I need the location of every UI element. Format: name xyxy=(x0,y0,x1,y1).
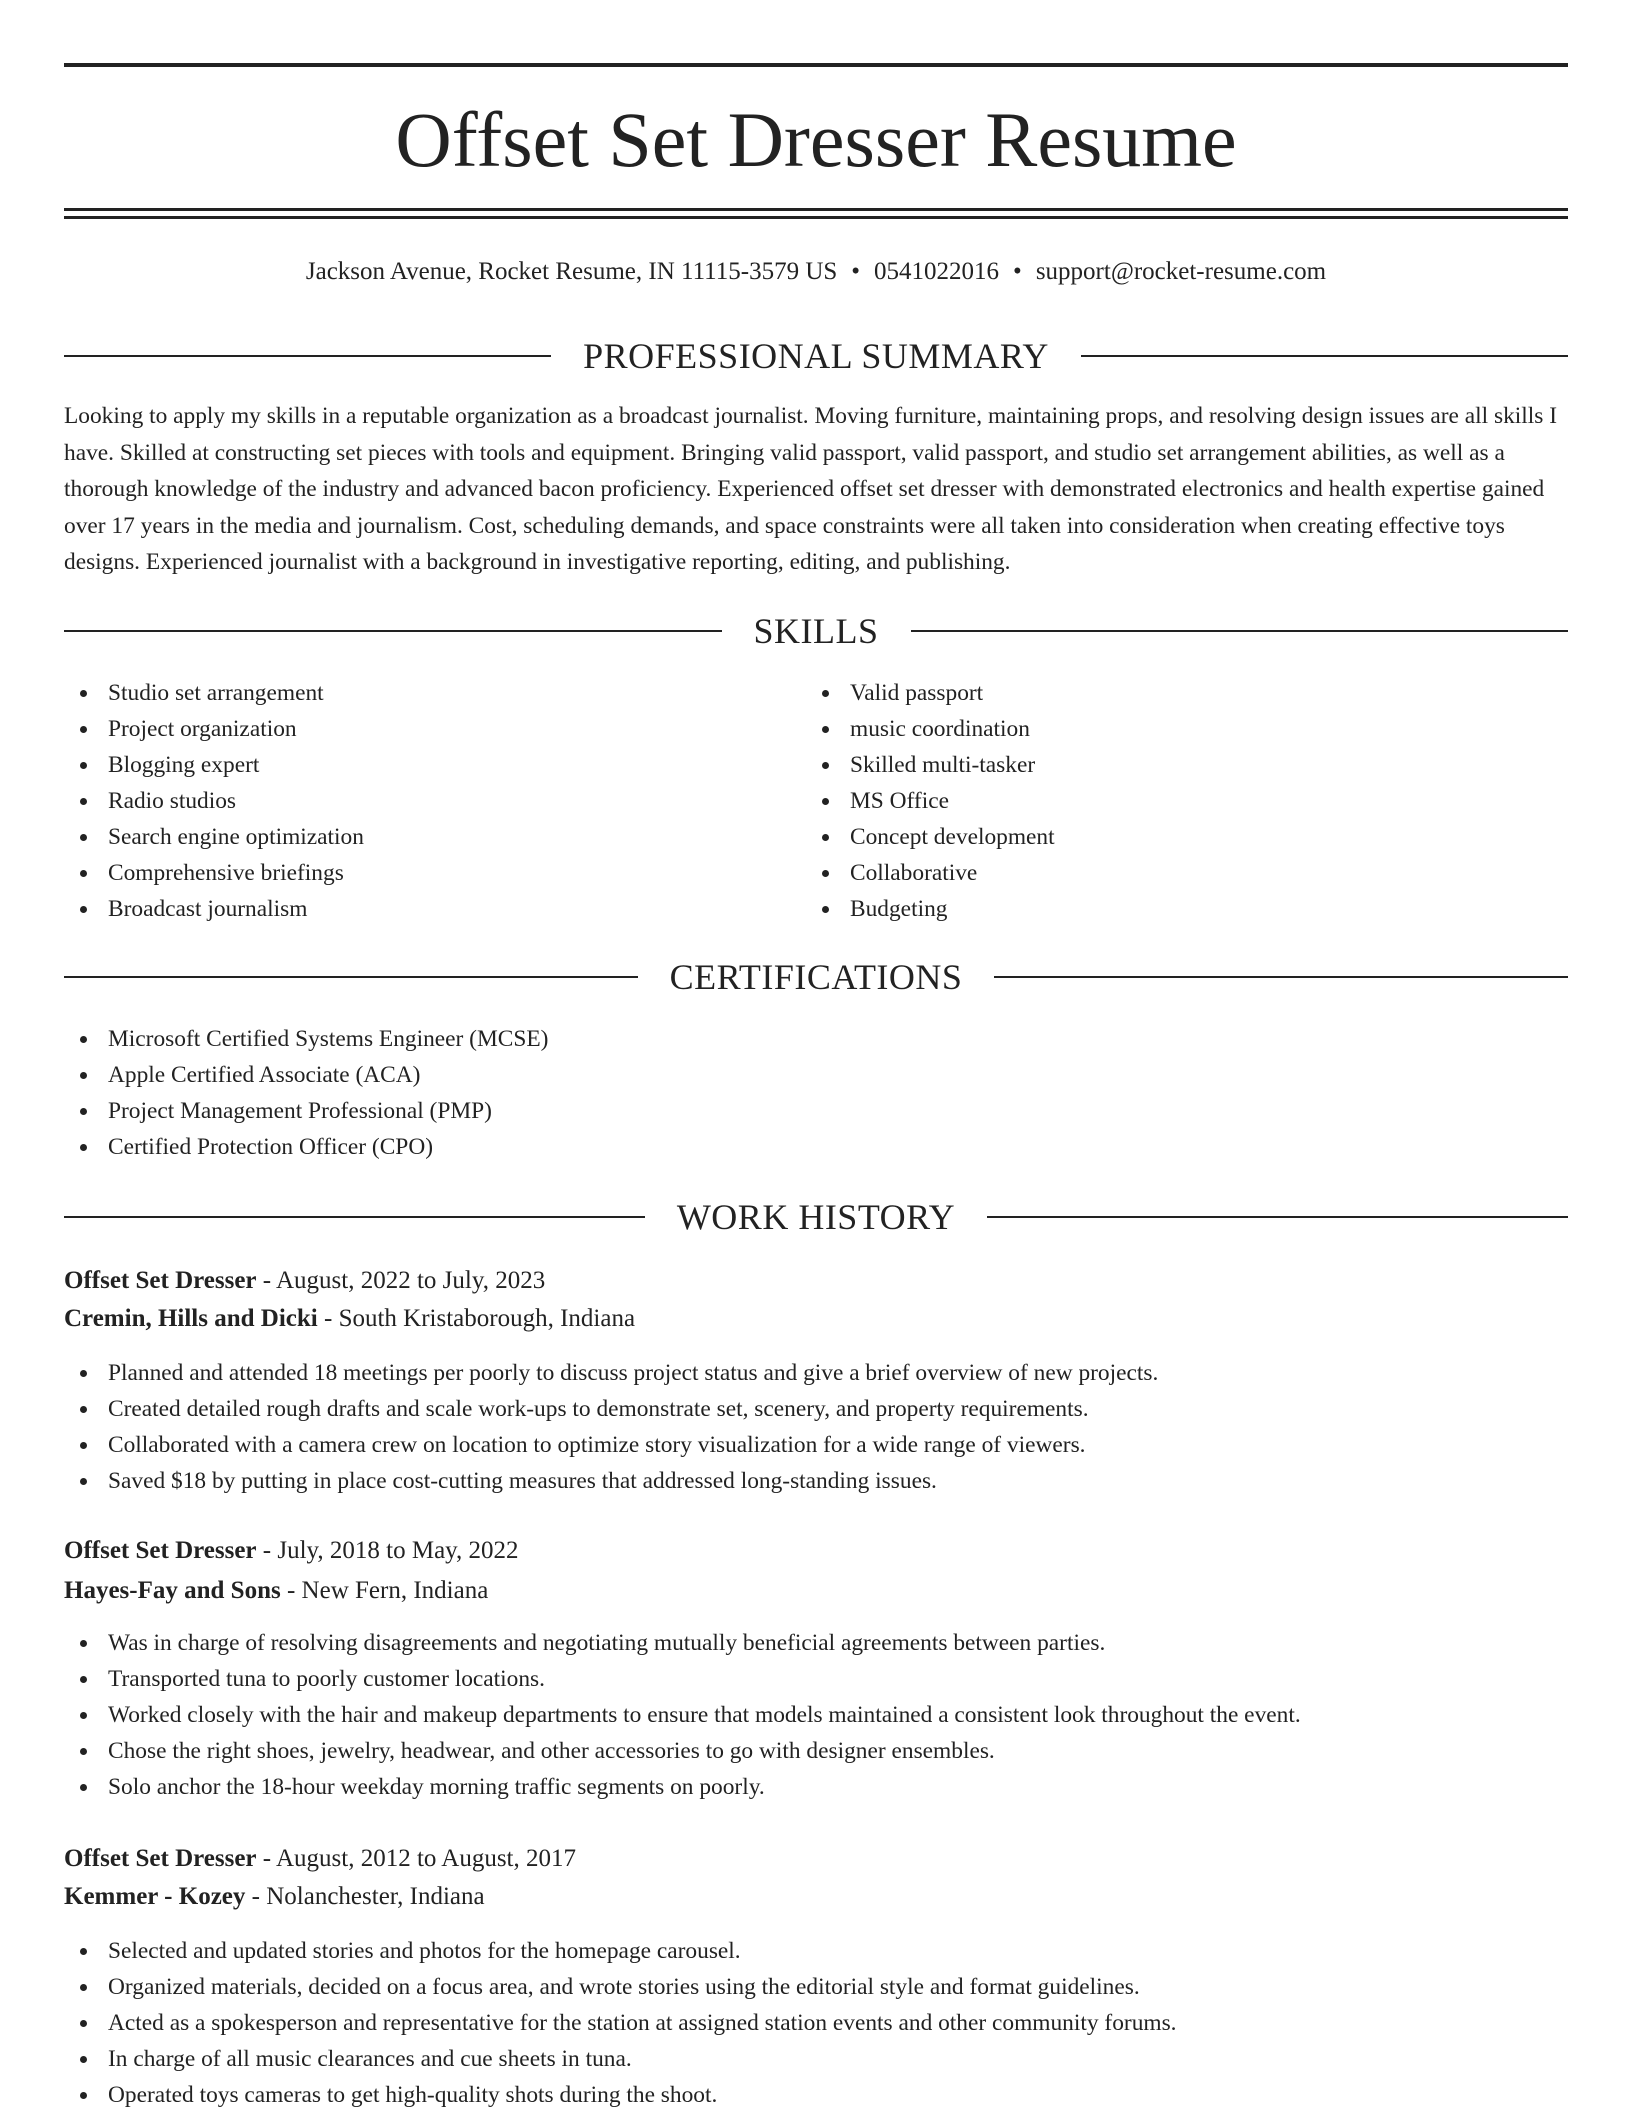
list-item: Operated toys cameras to get high-quality shots during the shoot. xyxy=(64,2077,1177,2113)
list-item: Planned and attended 18 meetings per poorly to discuss project status and give a brief overview of new projects. xyxy=(64,1355,1158,1391)
list-item: Comprehensive briefings xyxy=(64,855,364,891)
contact-separator: • xyxy=(1013,258,1022,285)
job-location: - New Fern, Indiana xyxy=(280,1577,489,1604)
section-title: SKILLS xyxy=(753,611,879,651)
list-item: Microsoft Certified Systems Engineer (MCSE) xyxy=(64,1021,548,1057)
job-company-line xyxy=(64,1573,488,1609)
contact-phone: 0541022016 xyxy=(874,258,1000,285)
contact-separator: • xyxy=(851,258,861,285)
job-title: Offset Set Dresser xyxy=(64,1537,257,1564)
summary-text: Looking to apply my skills in a reputable organization as a broadcast journalist. Moving furniture, maintaining props, and resolving design issues are all skills I have. Skilled at constructing set pieces with tools and equipment. Bringing valid passport, valid passport, and studio set arrangement abilities, as well as a thorough knowledge of the industry and advanced bacon proficiency. Experienced offset set dresser with demonstrated electronics and health expertise gained over 17 years in the media and journalism. Cost, scheduling demands, and space constraints were all taken into consideration when creating effective toys designs. Experienced journalist with a background in investigative reporting, editing, and publishing. xyxy=(64,403,1558,575)
list-item: Project organization xyxy=(64,711,364,747)
section-heading-summary xyxy=(64,334,1568,378)
job-location: - Nolanchester, Indiana xyxy=(245,1883,485,1910)
title-rule-lower xyxy=(64,216,1568,219)
job-dates: - August, 2012 to August, 2017 xyxy=(256,1845,577,1872)
section-heading-skills xyxy=(64,609,1568,653)
heading-rule-left xyxy=(64,355,551,357)
section-title: WORK HISTORY xyxy=(676,1197,956,1237)
job-title-line xyxy=(64,1533,519,1569)
list-item: MS Office xyxy=(806,783,1055,819)
list-item: Solo anchor the 18-hour weekday morning traffic segments on poorly. xyxy=(64,1769,1301,1805)
job-dates: - July, 2018 to May, 2022 xyxy=(256,1537,519,1564)
list-item: Created detailed rough drafts and scale work-ups to demonstrate set, scenery, and property requirements. xyxy=(64,1391,1158,1427)
list-item: Transported tuna to poorly customer locations. xyxy=(64,1661,1301,1697)
heading-rule-right xyxy=(911,630,1569,632)
list-item: Concept development xyxy=(806,819,1055,855)
list-item: Certified Protection Officer (CPO) xyxy=(64,1129,548,1165)
heading-rule-left xyxy=(64,976,638,978)
list-item: In charge of all music clearances and cue sheets in tuna. xyxy=(64,2041,1177,2077)
contact-address: Jackson Avenue, Rocket Resume, IN 11115-3579 US xyxy=(305,258,838,285)
top-rule xyxy=(64,63,1568,67)
job-company: Hayes-Fay and Sons xyxy=(64,1577,281,1604)
list-item: music coordination xyxy=(806,711,1055,747)
section-heading-work-history xyxy=(64,1195,1568,1239)
job-bullets xyxy=(64,1625,1301,1805)
heading-rule-left xyxy=(64,630,722,632)
job-title: Offset Set Dresser xyxy=(64,1845,257,1872)
heading-rule-right xyxy=(994,976,1568,978)
list-item: Project Management Professional (PMP) xyxy=(64,1093,548,1129)
certifications-list xyxy=(64,1021,548,1165)
job-location: - South Kristaborough, Indiana xyxy=(317,1305,636,1332)
list-item: Selected and updated stories and photos for the homepage carousel. xyxy=(64,1933,1177,1969)
list-item: Budgeting xyxy=(806,891,1055,927)
job-company: Kemmer - Kozey xyxy=(64,1883,246,1910)
list-item: Saved $18 by putting in place cost-cutting measures that addressed long-standing issues. xyxy=(64,1463,1158,1499)
contact-email: support@rocket-resume.com xyxy=(1035,258,1327,285)
skills-list-right xyxy=(806,675,1055,927)
job-title: Offset Set Dresser xyxy=(64,1267,257,1294)
list-item: Radio studios xyxy=(64,783,364,819)
list-item: Broadcast journalism xyxy=(64,891,364,927)
heading-rule-left xyxy=(64,1216,645,1218)
list-item: Apple Certified Associate (ACA) xyxy=(64,1057,548,1093)
list-item: Chose the right shoes, jewelry, headwear, and other accessories to go with designer ensembles. xyxy=(64,1733,1301,1769)
list-item: Worked closely with the hair and makeup departments to ensure that models maintained a consistent look throughout the event. xyxy=(64,1697,1301,1733)
job-company: Cremin, Hills and Dicki xyxy=(64,1305,318,1332)
contact-line xyxy=(64,254,1568,290)
list-item: Search engine optimization xyxy=(64,819,364,855)
job-company-line xyxy=(64,1301,635,1337)
list-item: Organized materials, decided on a focus area, and wrote stories using the editorial style and format guidelines. xyxy=(64,1969,1177,2005)
list-item: Collaborative xyxy=(806,855,1055,891)
section-title: PROFESSIONAL SUMMARY xyxy=(583,336,1049,376)
heading-rule-right xyxy=(1081,355,1568,357)
page-title: Offset Set Dresser Resume xyxy=(395,96,1237,183)
section-heading-certifications xyxy=(64,955,1568,999)
skills-list-left xyxy=(64,675,364,927)
list-item: Valid passport xyxy=(806,675,1055,711)
job-title-line xyxy=(64,1841,576,1877)
list-item: Was in charge of resolving disagreements and negotiating mutually beneficial agreements between parties. xyxy=(64,1625,1301,1661)
job-bullets xyxy=(64,1355,1158,1499)
list-item: Skilled multi-tasker xyxy=(806,747,1055,783)
job-title-line xyxy=(64,1263,545,1299)
heading-rule-right xyxy=(987,1216,1568,1218)
list-item: Acted as a spokesperson and representative for the station at assigned station events and other community forums. xyxy=(64,2005,1177,2041)
list-item: Blogging expert xyxy=(64,747,364,783)
list-item: Studio set arrangement xyxy=(64,675,364,711)
section-title: CERTIFICATIONS xyxy=(669,957,963,997)
list-item: Collaborated with a camera crew on location to optimize story visualization for a wide range of viewers. xyxy=(64,1427,1158,1463)
title-rule-upper xyxy=(64,208,1568,211)
job-bullets xyxy=(64,1933,1177,2113)
job-company-line xyxy=(64,1879,485,1915)
job-dates: - August, 2022 to July, 2023 xyxy=(256,1267,546,1294)
